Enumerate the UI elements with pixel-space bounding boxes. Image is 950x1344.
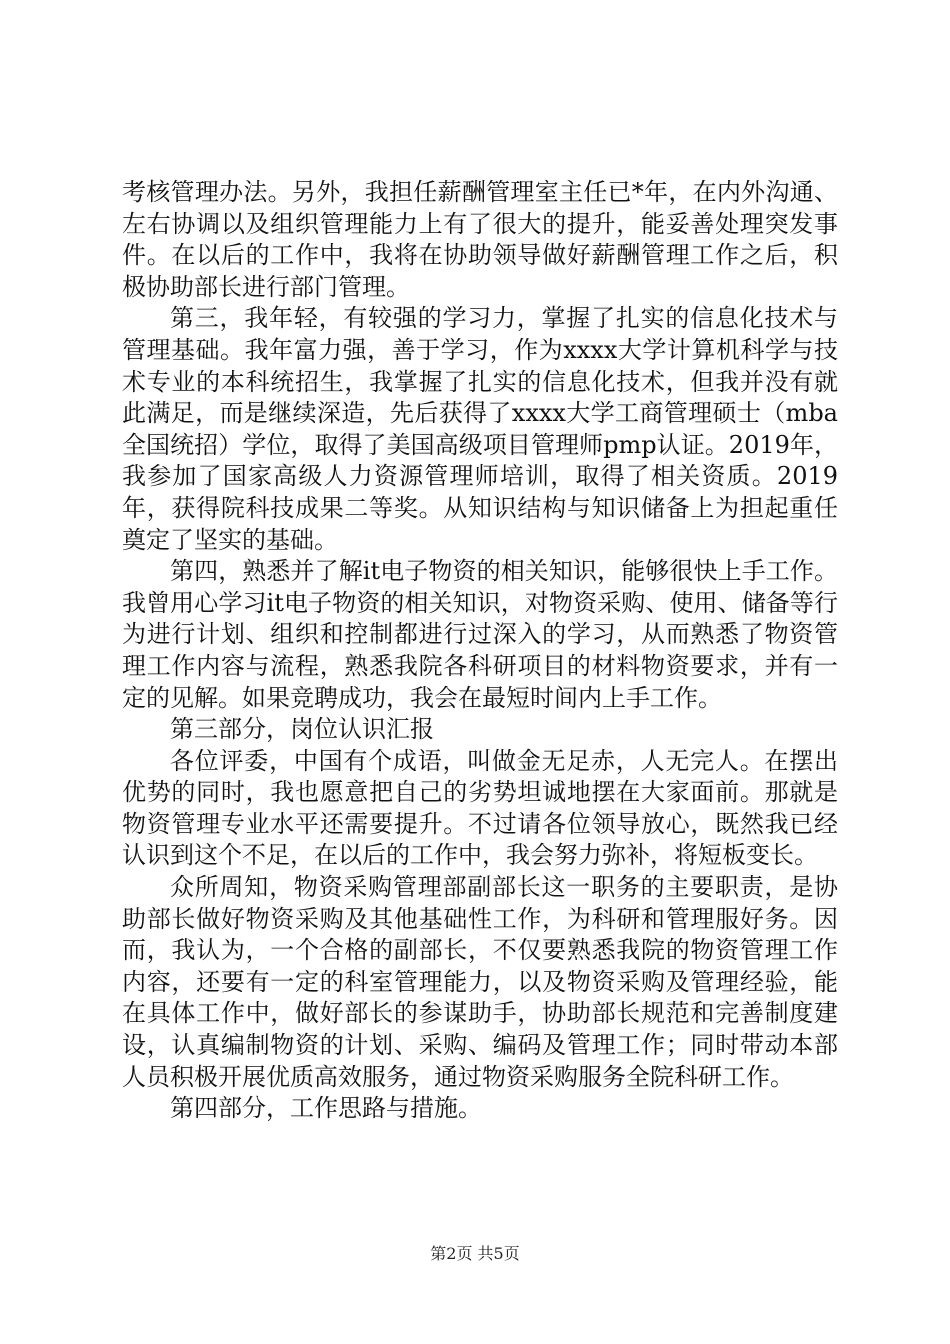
- document-body: [122, 177, 838, 1125]
- section-heading-part-three: 第三部分，岗位认识汇报: [170, 715, 434, 744]
- paragraph-self-assessment: 各位评委，中国有个成语，叫做金无足赤，人无完人。在摆出优势的同时，我也愿意把自己的劣势坦诚地摆在大家面前。那就是物资管理专业水平还需要提升。不过请各位领导放心，既然我已经认识到这个不足，在以后的工作中，我会努力弥补，将短板变长。: [122, 746, 838, 870]
- page-number-footer: 第2页 共5页: [430, 1244, 520, 1263]
- paragraph-role-duties: 众所周知，物资采购管理部副部长这一职务的主要职责，是协助部长做好物资采购及其他基础性工作，为科研和管理服好务。因而，我认为，一个合格的副部长，不仅要熟悉我院的物资管理工作内容，还要有一定的科室管理能力，以及物资采购及管理经验，能在具体工作中，做好部长的参谋助手，协助部长规范和完善制度建设，认真编制物资的计划、采购、编码及管理工作；同时带动本部人员积极开展优质高效服务，通过物资采购服务全院科研工作。: [122, 873, 838, 1091]
- paragraph-continuation: 考核管理办法。另外，我担任薪酬管理室主任已*年，在内外沟通、左右协调以及组织管理能力上有了很大的提升，能妥善处理突发事件。在以后的工作中，我将在协助领导做好薪酬管理工作之后，积极协助部长进行部门管理。: [122, 178, 838, 301]
- section-heading-part-four: 第四部分，工作思路与措施。: [170, 1094, 482, 1123]
- paragraph-third-point: 第三，我年轻，有较强的学习力，掌握了扎实的信息化技术与管理基础。我年富力强，善于学习，作为xxxx大学计算机科学与技术专业的本科统招生，我掌握了扎实的信息化技术，但我并没有就此满足，而是继续深造，先后获得了xxxx大学工商管理硕士（mba全国统招）学位，取得了美国高级项目管理师pmp认证。2019年，我参加了国家高级人力资源管理师培训，取得了相关资质。2019年，获得院科技成果二等奖。从知识结构与知识储备上为担起重任奠定了坚实的基础。: [122, 304, 838, 554]
- paragraph-fourth-point: 第四，熟悉并了解it电子物资的相关知识，能够很快上手工作。我曾用心学习it电子物资的相关知识，对物资采购、使用、储备等行为进行计划、组织和控制都进行过深入的学习，从而熟悉了物资管理工作内容与流程，熟悉我院各科研项目的材料物资要求，并有一定的见解。如果竞聘成功，我会在最短时间内上手工作。: [122, 557, 838, 712]
